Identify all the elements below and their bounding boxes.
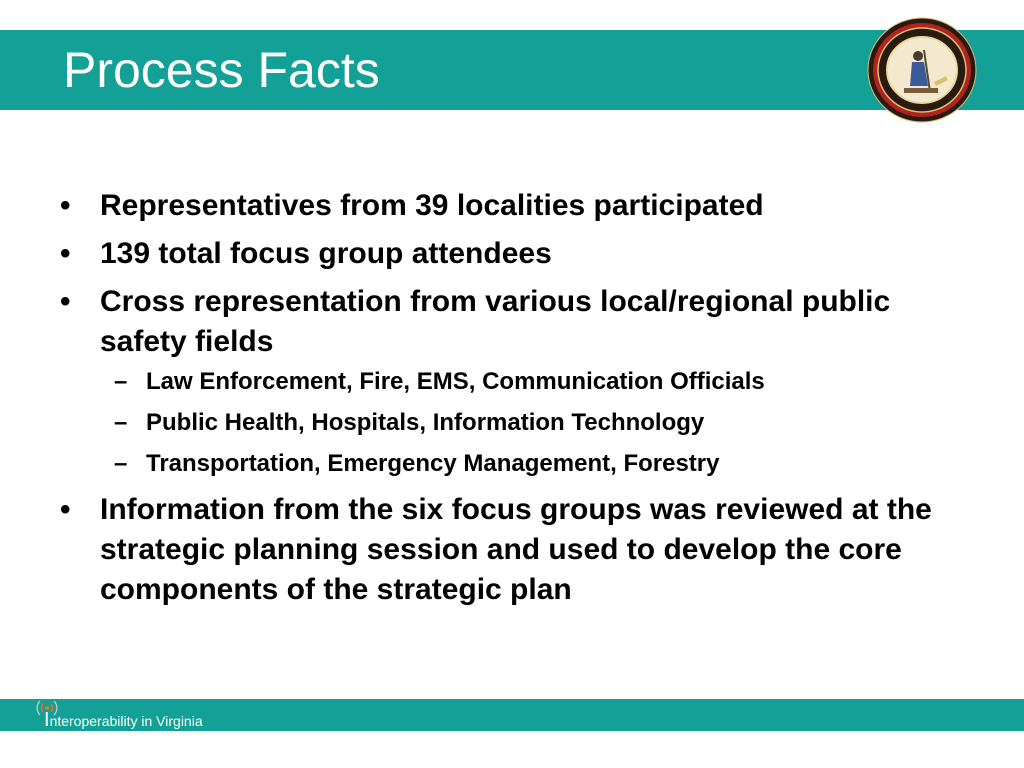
- sub-bullet-marker: –: [114, 450, 128, 477]
- sub-bullet-text: Public Health, Hospitals, Information Technology: [146, 409, 705, 436]
- footer-text: [44, 711, 203, 730]
- virginia-state-seal-icon: [866, 16, 978, 124]
- bullet-text: 139 total focus group attendees: [100, 237, 552, 270]
- sub-bullet-text: Law Enforcement, Fire, EMS, Communication Officials: [146, 368, 765, 395]
- bullet-text: Cross representation from various local/regional public safety fields: [100, 285, 891, 358]
- bullet-item: [60, 234, 960, 274]
- sub-bullet-item: [60, 366, 960, 398]
- sub-bullet-item: [60, 407, 960, 439]
- bullet-item: [60, 490, 960, 610]
- bullet-marker: •: [60, 189, 71, 222]
- sub-bullet-item: [60, 448, 960, 480]
- footer-initial: I: [44, 709, 50, 731]
- bullet-marker: •: [60, 285, 71, 318]
- footer-rest: nteroperability in Virginia: [49, 713, 203, 729]
- bullet-marker: •: [60, 493, 71, 526]
- sub-bullet-marker: –: [114, 409, 128, 436]
- bullet-item: [60, 282, 960, 362]
- sub-bullet-text: Transportation, Emergency Management, Forestry: [146, 450, 720, 477]
- bullet-list: [60, 186, 960, 618]
- bullet-marker: •: [60, 237, 71, 270]
- bullet-text: Representatives from 39 localities participated: [100, 189, 764, 222]
- bullet-text: Information from the six focus groups was reviewed at the strategic planning session and used to develop the core components of the strategic plan: [100, 493, 932, 606]
- bullet-item: [60, 186, 960, 226]
- sub-bullet-marker: –: [114, 368, 128, 395]
- slide-title: Process Facts: [63, 42, 380, 98]
